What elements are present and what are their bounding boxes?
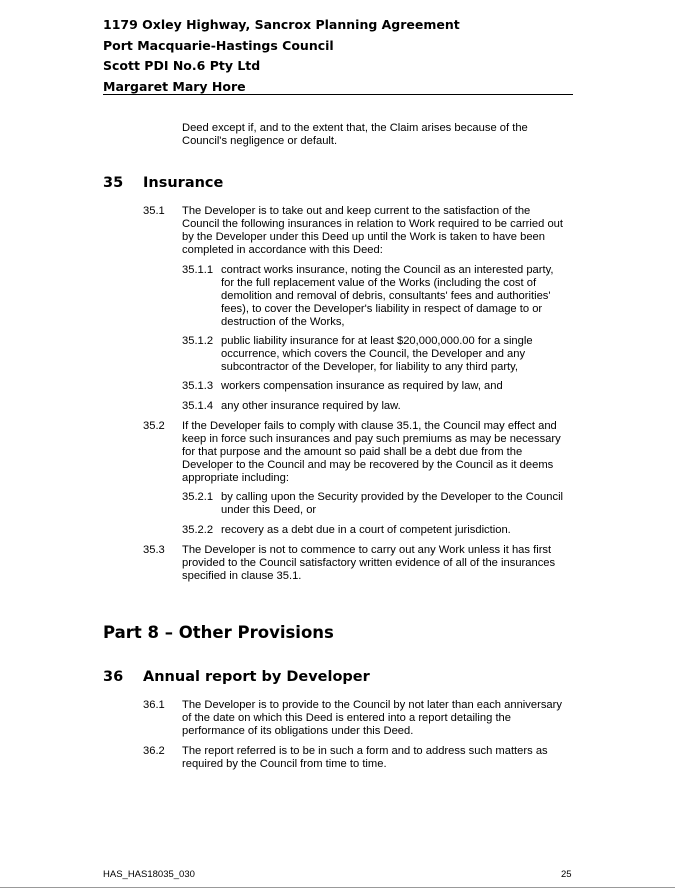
- clause-number: 35.3: [143, 544, 165, 556]
- page-bottom-edge: [0, 887, 675, 888]
- clause-number: 36.1: [143, 699, 165, 711]
- header-rule: [103, 94, 573, 95]
- subclause-number: 35.2.1: [182, 491, 214, 503]
- subclause-text: workers compensation insurance as required by law, and: [221, 380, 503, 392]
- subclause-number: 35.1.1: [182, 264, 214, 276]
- part-heading: Part 8 – Other Provisions: [103, 623, 334, 642]
- subclause-text: by calling upon the Security provided by the Developer to the Council under this Deed, or: [221, 491, 564, 516]
- header-landowner: Margaret Mary Hore: [103, 79, 246, 94]
- footer-page-number: 25: [561, 869, 572, 880]
- footer-document-reference: HAS_HAS18035_030: [103, 869, 195, 880]
- subclause-text: recovery as a debt due in a court of competent jurisdiction.: [221, 524, 511, 536]
- subclause-text: any other insurance required by law.: [221, 400, 401, 412]
- section-number: 36: [103, 669, 124, 685]
- subclause-text: public liability insurance for at least $20,000,000.00 for a single occurrence, which covers the Council, the Developer and any subcontractor of the Developer, for liability to any third party,: [221, 335, 533, 373]
- subclause-number: 35.1.4: [182, 400, 214, 412]
- subclause-number: 35.1.2: [182, 335, 214, 347]
- subclause-number: 35.1.3: [182, 380, 214, 392]
- clause-text: The report referred is to be in such a form and to address such matters as required by the Council from time to time.: [182, 745, 548, 770]
- subclause-text: contract works insurance, noting the Council as an interested party, for the full replacement value of the Works (including the cost of demolition and removal of debris, consultants' fees and authorities' fees), to cover the Developer's liability in respect of damage to or destruction of the Works,: [221, 264, 554, 328]
- section-title: Insurance: [143, 175, 224, 191]
- header-agreement-title: 1179 Oxley Highway, Sancrox Planning Agreement: [103, 17, 460, 32]
- clause-number: 35.2: [143, 420, 165, 432]
- clause-text: The Developer is to take out and keep current to the satisfaction of the Council the following insurances in relation to Work required to be carried out by the Developer under this Deed up until the Work is taken to have been completed in accordance with this Deed:: [182, 205, 563, 256]
- header-developer: Scott PDI No.6 Pty Ltd: [103, 58, 261, 73]
- clause-text: The Developer is not to commence to carry out any Work unless it has first provided to the Council satisfactory written evidence of all of the insurances specified in clause 35.1.: [182, 544, 556, 582]
- section-number: 35: [103, 175, 124, 191]
- header-council: Port Macquarie-Hastings Council: [103, 38, 334, 53]
- subclause-number: 35.2.2: [182, 524, 214, 536]
- continuation-paragraph: Deed except if, and to the extent that, the Claim arises because of the Council's negligence or default.: [182, 122, 528, 147]
- clause-number: 35.1: [143, 205, 165, 217]
- clause-number: 36.2: [143, 745, 165, 757]
- clause-text: The Developer is to provide to the Council by not later than each anniversary of the date on which this Deed is entered into a report detailing the performance of its obligations under this Deed.: [182, 699, 562, 737]
- clause-text: If the Developer fails to comply with clause 35.1, the Council may effect and keep in force such insurances and pay such premiums as may be necessary for that purpose and the amount so paid shall be a debt due from the Developer to the Council and may be recovered by the Council as it deems appropriate including:: [182, 420, 561, 484]
- section-title: Annual report by Developer: [143, 669, 370, 685]
